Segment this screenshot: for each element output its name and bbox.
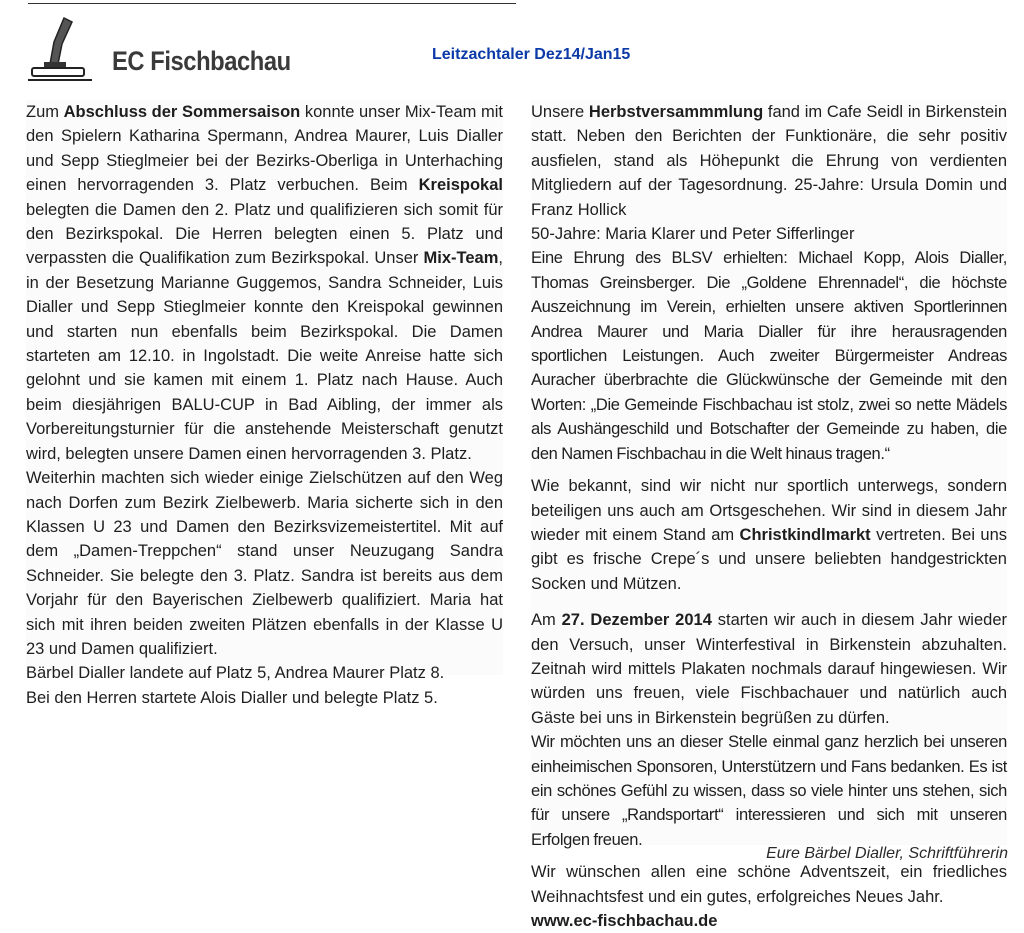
top-rule: [28, 3, 516, 4]
paragraph-50-years: 50-Jahre: Maria Klarer und Peter Sifferlinger: [531, 225, 855, 244]
paragraph-target-shooters: Weiterhin machten sich wieder einige Zielschützen auf den Weg nach Dorfen zum Bezirk Zielbewerb. Maria sicherte sich in den Klassen U 23 und Damen den Bezirksvizemeistertitel. Mit auf dem „Damen-Treppchen“ stand unser Neuzugang Sandra Schneider. Sie belegte den 3. Platz. Sandra ist bereits aus dem Vorjahr für den Bayerischen Zielbewerb qualifiziert. Maria hat sich mit ihren beiden zweiten Plätzen ebenfalls in der Klasse U 23 und Damen qualifiziert.: [26, 469, 503, 658]
website-link[interactable]: www.ec-fischbachau.de: [531, 912, 718, 930]
paragraph-men-result: Bei den Herren startete Alois Dialler und belegte Platz 5.: [26, 688, 438, 707]
ice-stock-icon: [24, 14, 96, 86]
paragraph-blsv-honours: Eine Ehrung des BLSV erhielten: Michael Kopp, Alois Dialler, Thomas Greinsberger. Die „Goldene Ehrennadel“, die höchste Auszeichnung im Verein, erhielten unsere aktiven Sportlerinnen Andrea Maurer und Maria Dialler für ihre herausragenden sportlichen Leistungen. Auch zweiter Bürgermeister Andreas Auracher überbrachte die Glückwünsche der Gemeinde mit den Worten: „Die Gemeinde Fischbachau ist stolz, zwei so nette Mädels als Aushängeschild und Botschafter der Gemeinde zu haben, die den Namen Fischbachau in die Welt hinaus tragen.“: [531, 249, 1007, 463]
paragraph-autumn-meeting: Unsere Herbstversammmlung fand im Cafe Seidl in Birkenstein statt. Neben den Berichten der Funktionäre, die sehr positiv ausfielen, stand als Höhepunkt die Ehrung von verdienten Mitgliedern auf der Tagesordnung. 25-Jahre: Ursula Domin und Franz Hollick: [531, 103, 1007, 219]
paragraph-baerbel-result: Bärbel Dialler landete auf Platz 5, Andrea Maurer Platz 8.: [26, 664, 445, 683]
paragraph-winter-festival: Am 27. Dezember 2014 starten wir auch in diesem Jahr wieder den Versuch, unser Winterfestival in Birkenstein abzuhalten. Zeitnah wird mittels Plakaten nochmals darauf hingewiesen. Wir würden uns freuen, viele Fischbachauer und natürlich auch Gäste bei uns in Birkenstein begrüßen zu dürfen.: [531, 611, 1007, 727]
paragraph-christmas-market: Wie bekannt, sind wir nicht nur sportlich unterwegs, sondern beteiligen uns auch am Ortsgeschehen. Wir sind in diesem Jahr wieder mit einem Stand am Christkindlmarkt vertreten. Bei uns gibt es frische Crepe´s und unsere beliebten handgestrickten Socken und Mützen.: [531, 477, 1007, 593]
left-column: [26, 100, 503, 707]
paragraph-season-end: Zum Abschluss der Sommersaison konnte unser Mix-Team mit den Spielern Katharina Spermann, Andrea Maurer, Luis Dialler und Sepp Stieglmeier bei der Bezirks-Oberliga in Unterhaching einen hervorragenden 3. Platz verbuchen. Beim Kreispokal belegten die Damen den 2. Platz und qualifizieren sich somit für den Bezirkspokal. Die Herren belegten einen 5. Platz und verpassten die Qualifikation zum Bezirkspokal. Unser Mix-Team, in der Besetzung Marianne Guggemos, Sandra Schneider, Luis Dialler und Sepp Stieglmeier konnte den Kreispokal gewinnen und starten nun ebenfalls beim Bezirkspokal. Die Damen starteten am 12.10. in Ingolstadt. Die weite Anreise hatte sich gelohnt und sie kamen mit einem 1. Platz nach Hause. Auch beim diesjährigen BALU-CUP in Bad Aibling, der immer als Vorbereitungsturnier für die anstehende Meisterschaft genutzt wird, belegten unsere Damen einen hervorragenden 3. Platz.: [26, 103, 503, 463]
paragraph-thanks: Wir möchten uns an dieser Stelle einmal ganz herzlich bei unseren einheimischen Sponsoren, Unterstützern und Fans bedanken. Es ist ein schönes Gefühl zu wissen, dass so viele hinter uns stehen, sich für unsere „Randsportart“ interessieren und sich mit unseren Erfolgen freuen.: [531, 733, 1007, 849]
article-header: [22, 14, 702, 94]
paragraph-season-greetings: Wir wünschen allen eine schöne Adventszeit, ein friedliches Weihnachtsfest und ein gutes, erfolgreiches Neues Jahr.: [531, 863, 1007, 906]
issue-label: Leitzachtaler Dez14/Jan15: [432, 46, 631, 63]
signature: Eure Bärbel Dialler, Schriftführerin: [766, 845, 1008, 862]
club-name: EC Fischbachau: [112, 46, 291, 76]
